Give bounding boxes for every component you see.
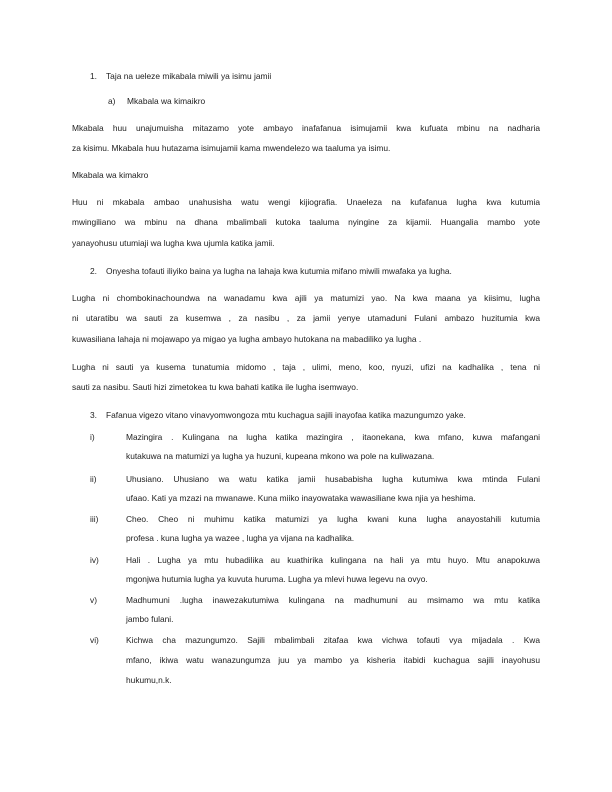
q3-number: 3. <box>90 410 97 420</box>
list-item-line1: Mazingira . Kulingana na lugha katika mazingira , itaonekana, kwa mfano, kuwa mafangani <box>126 432 540 442</box>
q1-sub-a-label: a) <box>108 96 116 106</box>
q1-text: Taja na ueleze mikabala miwili ya isimu jamii <box>106 71 272 81</box>
q2-text: Onyesha tofauti iliyiko baina ya lugha na lahaja kwa kutumia mifano miwili mwafaka ya lugha. <box>106 266 452 276</box>
list-item-label: iii) <box>90 514 99 524</box>
list-item-line2: profesa . kuna lugha ya wazee , lugha ya vijana na kadhalika. <box>126 533 355 543</box>
list-item-line2: jambo fulani. <box>126 614 174 624</box>
list-item-line1: Uhusiano. Uhusiano wa watu katika jamii husababisha lugha kutumiwa kwa mtinda Fulani <box>126 474 540 484</box>
list-item-line1: Kichwa cha mazungumzo. Sajili mbalimbali zitafaa kwa vichwa tofauti vya mijadala . Kwa <box>126 635 540 645</box>
list-item-line2: ufaao. Kati ya mzazi na mwanawe. Kuna miiko inayowataka wawasiliane kwa njia ya heshima. <box>126 493 476 503</box>
p1-line2: za kisimu. Mkabala huu hutazama isimujamii kama mwendelezo wa taaluma ya isimu. <box>72 143 391 153</box>
heading-makro: Mkabala wa kimakro <box>72 170 149 180</box>
q3-text: Fafanua vigezo vitano vinavyomwongoza mtu kuchagua sajili inayofaa katika mazungumzo yake. <box>106 410 466 420</box>
list-item-line1: Cheo. Cheo ni muhimu katika matumizi ya lugha kwani kuna lugha anayostahili kutumia <box>126 514 540 524</box>
p2-line1: Huu ni mkabala ambao unahusisha watu wengi kijiografia. Unaeleza na kufafanua lugha kwa kutumia <box>72 197 540 207</box>
list-item-label: vi) <box>90 635 99 645</box>
p2-line2: mwingiliano wa mbinu na dhana mbalimbali kutoka taaluma nyingine za kijamii. Huangalia mambo yote <box>72 217 540 227</box>
p1-line1: Mkabala huu unajumuisha mitazamo yote ambayo inafafanua isimujamii kwa kufuata mbinu na nadharia <box>72 123 540 133</box>
list-item-label: v) <box>90 595 97 605</box>
list-item-label: iv) <box>90 555 99 565</box>
list-item-line3: hukumu,n.k. <box>126 675 172 685</box>
p2-line3: yanayohusu utumiaji wa lugha kwa ujumla katika jamii. <box>72 238 275 248</box>
list-item-label: i) <box>90 432 95 442</box>
p3-line2: ni utaratibu wa sauti za kusemwa , za nasibu , za jamii yenye utamaduni Fulani ambazo huzitumia kwa <box>72 313 540 323</box>
q1-sub-a-text: Mkabala wa kimaikro <box>127 96 206 106</box>
list-item-line1: Hali . Lugha ya mtu hubadilika au kuathirika kulingana na hali ya mtu huyo. Mtu anapokuwa <box>126 555 540 565</box>
list-item-line2: kutakuwa na matumizi ya lugha ya huzuni, kupeana mkono wa pole na kuliwazana. <box>126 451 435 461</box>
q2-number: 2. <box>90 266 97 276</box>
list-item-label: ii) <box>90 474 97 484</box>
list-item-line1: Madhumuni .lugha inawezakutumiwa kulingana na madhumuni au msimamo wa mtu katika <box>126 595 540 605</box>
list-item-line2: mfano, ikiwa watu wanazungumza juu ya mambo ya kisheria itabidi kuchagua sajili inayohusu <box>126 655 540 665</box>
p4-line1: Lugha ni sauti ya kusema tunatumia midomo , taja , ulimi, meno, koo, nyuzi, ufizi na kadhalika , tena ni <box>72 362 540 372</box>
p3-line1: Lugha ni chombokinachoundwa na wanadamu kwa ajili ya matumizi yao. Na kwa maana ya kiisimu, lugha <box>72 293 540 303</box>
p3-line3: kuwasiliana lahaja ni mojawapo ya migao ya lugha ambayo hutokana na mabadiliko ya lugha . <box>72 334 422 344</box>
p4-line2: sauti za nasibu. Sauti hizi zimetokea tu kwa bahati katika ile lugha isemwayo. <box>72 382 359 392</box>
q1-number: 1. <box>90 71 97 81</box>
list-item-line2: mgonjwa hutumia lugha ya kuvuta huruma. Lugha ya mlevi huwa legevu na ovyo. <box>126 574 428 584</box>
